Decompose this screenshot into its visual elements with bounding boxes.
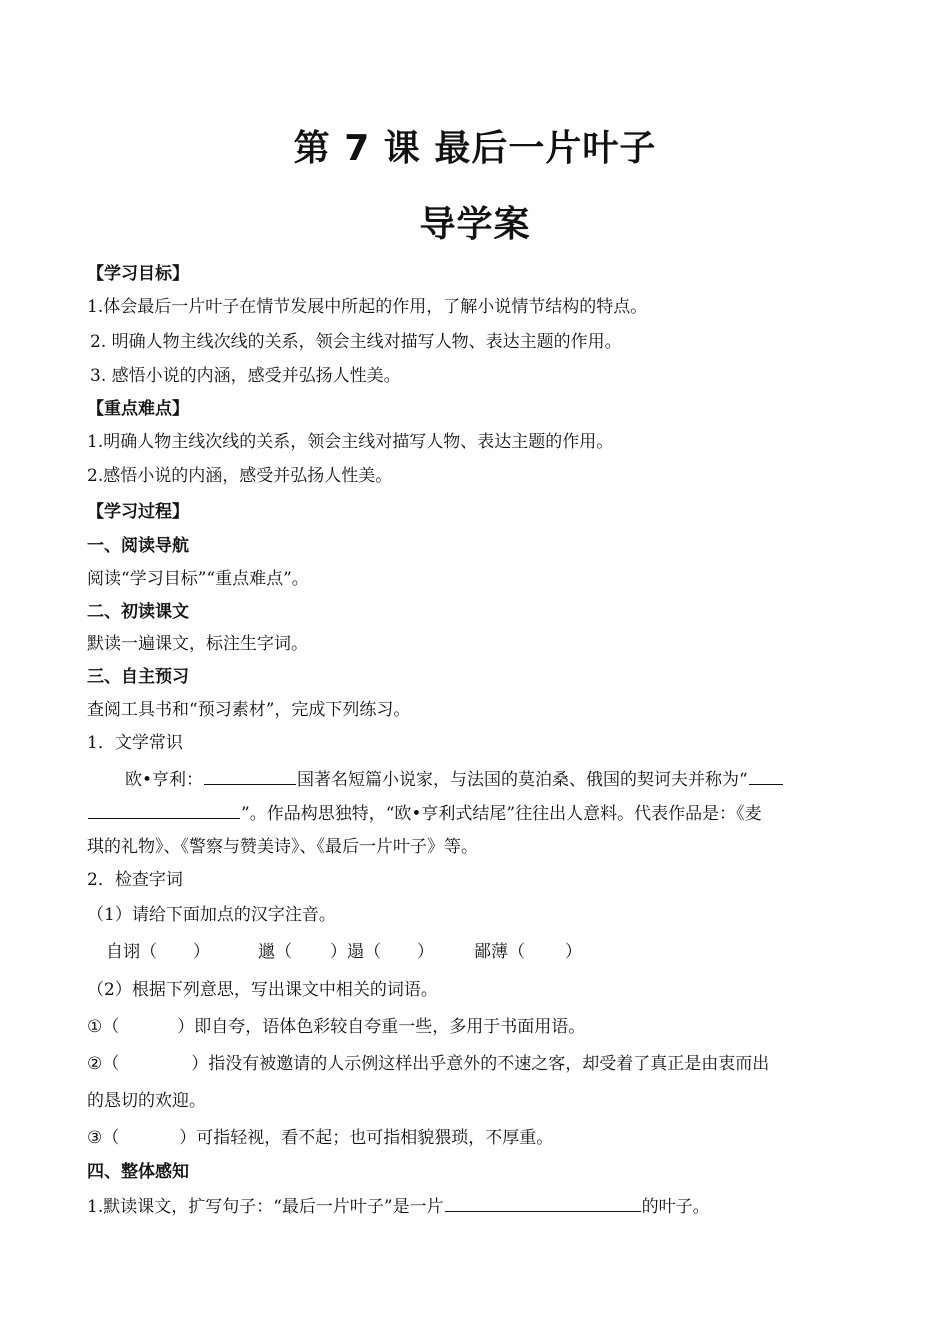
objective-item-1: 1.体会最后一片叶子在情节发展中所起的作用，了解小说情节结构的特点。 <box>87 297 648 317</box>
section-4-heading: 四、整体感知 <box>87 1162 189 1182</box>
definition-1-open: ①（ <box>87 1017 120 1037</box>
definition-1 <box>87 1015 585 1039</box>
objectives-header: 【学习目标】 <box>87 264 189 284</box>
literature-heading: 1．文学常识 <box>87 733 183 753</box>
section-1-heading: 一、阅读导航 <box>87 536 189 556</box>
definition-3 <box>87 1126 553 1150</box>
check-words-heading: 2．检查字词 <box>87 870 183 890</box>
pinyin-item-3[interactable]: ）遢（ <box>330 942 381 962</box>
objective-item-3: 3. 感悟小说的内涵，感受并弘扬人性美。 <box>90 366 401 386</box>
section-1-text: 阅读“学习目标”“重点难点”。 <box>87 569 309 589</box>
process-header: 【学习过程】 <box>87 502 189 522</box>
question-2: （2）根据下列意思，写出课文中相关的词语。 <box>87 980 438 1000</box>
leaf-description-blank[interactable] <box>445 1193 641 1212</box>
definition-1-text: ）即自夸，语体色彩较自夸重一些，多用于书面用语。 <box>177 1017 586 1037</box>
literature-line-3: 琪的礼物》、《警察与赞美诗》、《最后一片叶子》等。 <box>87 837 478 857</box>
lesson-title: 第 7 课 最后一片叶子 <box>293 128 657 169</box>
page-subtitle: 导学案 <box>419 204 531 245</box>
literature-line-1-text: 国著名短篇小说家，与法国的莫泊桑、俄国的契诃夫并称为“ <box>297 770 748 790</box>
literature-line-1 <box>125 766 784 792</box>
literature-line-2-text: ”。作品构思独特，“欧•亨利式结尾”往往出人意料。代表作品是：《麦 <box>241 804 762 824</box>
literature-line-2 <box>87 800 762 826</box>
definition-2 <box>87 1052 769 1076</box>
pinyin-item-1: 自诩（ <box>106 942 157 962</box>
section-3-heading: 三、自主预习 <box>87 667 189 687</box>
key-points-header: 【重点难点】 <box>87 399 189 419</box>
pinyin-answer-1[interactable]: ） <box>193 942 210 962</box>
section-3-text: 查阅工具书和“预习素材”，完成下列练习。 <box>87 700 411 720</box>
definition-3-text: ）可指轻视，看不起；也可指相貌猥琐，不厚重。 <box>179 1128 554 1148</box>
title-blank-start[interactable] <box>749 766 783 785</box>
objective-item-2: 2. 明确人物主线次线的关系，领会主线对描写人物、表达主题的作用。 <box>90 332 622 352</box>
literature-author-label: 欧•亨利： <box>125 770 204 790</box>
pinyin-answer-3[interactable]: ） <box>417 942 434 962</box>
definition-3-open: ③（ <box>87 1128 120 1148</box>
section-2-text: 默读一遍课文，标注生字词。 <box>87 634 308 654</box>
definition-2-open: ②（ <box>87 1054 120 1074</box>
pinyin-row <box>106 940 582 964</box>
question-1: （1）请给下面加点的汉字注音。 <box>87 905 336 925</box>
section-4-text-start: 1.默读课文，扩写句子：“最后一片叶子”是一片 <box>87 1197 444 1217</box>
section-2-heading: 二、初读课文 <box>87 602 189 622</box>
title-blank-end[interactable] <box>88 800 240 819</box>
country-blank[interactable] <box>204 766 296 785</box>
section-4-text-end: 的叶子。 <box>641 1197 710 1217</box>
section-4-text <box>87 1193 710 1219</box>
definition-2-text: ）指没有被邀请的人示例这样出乎意外的不速之客，却受着了真正是由衷而出 <box>191 1054 770 1074</box>
pinyin-answer-4[interactable]: ） <box>565 942 582 962</box>
key-point-item-2: 2.感悟小说的内涵，感受并弘扬人性美。 <box>87 466 393 486</box>
definition-2-continued: 的恳切的欢迎。 <box>87 1091 206 1111</box>
pinyin-item-2: 邋（ <box>258 942 292 962</box>
key-point-item-1: 1.明确人物主线次线的关系，领会主线对描写人物、表达主题的作用。 <box>87 432 614 452</box>
pinyin-item-4: 鄙薄（ <box>474 942 525 962</box>
